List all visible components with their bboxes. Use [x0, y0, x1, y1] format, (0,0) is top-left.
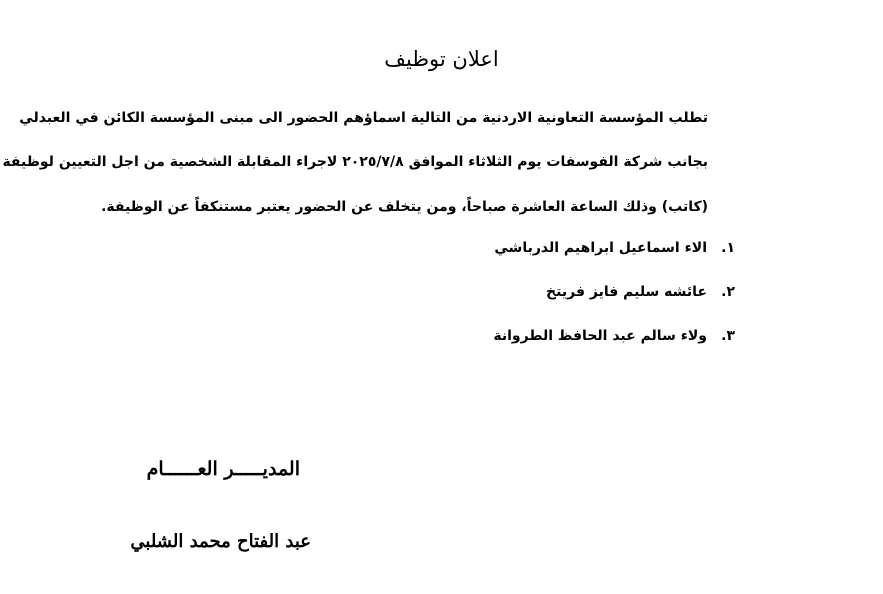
paragraph-line: تطلب المؤسسة التعاونية الاردنية من التالية اسماؤهم الحضور الى مبنى المؤسسة الكائن في العبدلي: [19, 110, 708, 126]
paragraph-line: بجانب شركة الفوسفات يوم الثلاثاء الموافق ٢٠٢٥/٧/٨ لاجراء المقابلة الشخصية من اجل التعيين لوظيفة: [2, 154, 708, 170]
candidate-name: الاء اسماعيل ابراهيم الدرباشي: [494, 240, 707, 256]
document-title: اعلان توظيف: [384, 47, 499, 71]
signature-position: المديـــــر العــــــام: [146, 458, 300, 480]
candidate-name: عائشه سليم فايز فريتخ: [546, 284, 707, 300]
candidate-name: ولاء سالم عبد الحافظ الطروانة: [493, 328, 707, 344]
list-item: [493, 237, 735, 281]
paragraph-line: (كاتب) وذلك الساعة العاشرة صباحاً، ومن يتخلف عن الحضور يعتبر مستنكفاً عن الوظيفة.: [101, 199, 708, 215]
list-item: [493, 325, 735, 369]
list-item: [493, 281, 735, 325]
list-number: ٣.: [721, 328, 735, 344]
candidate-list: [493, 237, 735, 369]
list-number: ١.: [721, 240, 735, 256]
signature-name: عبد الفتاح محمد الشلبي: [130, 531, 311, 552]
list-number: ٢.: [721, 284, 735, 300]
